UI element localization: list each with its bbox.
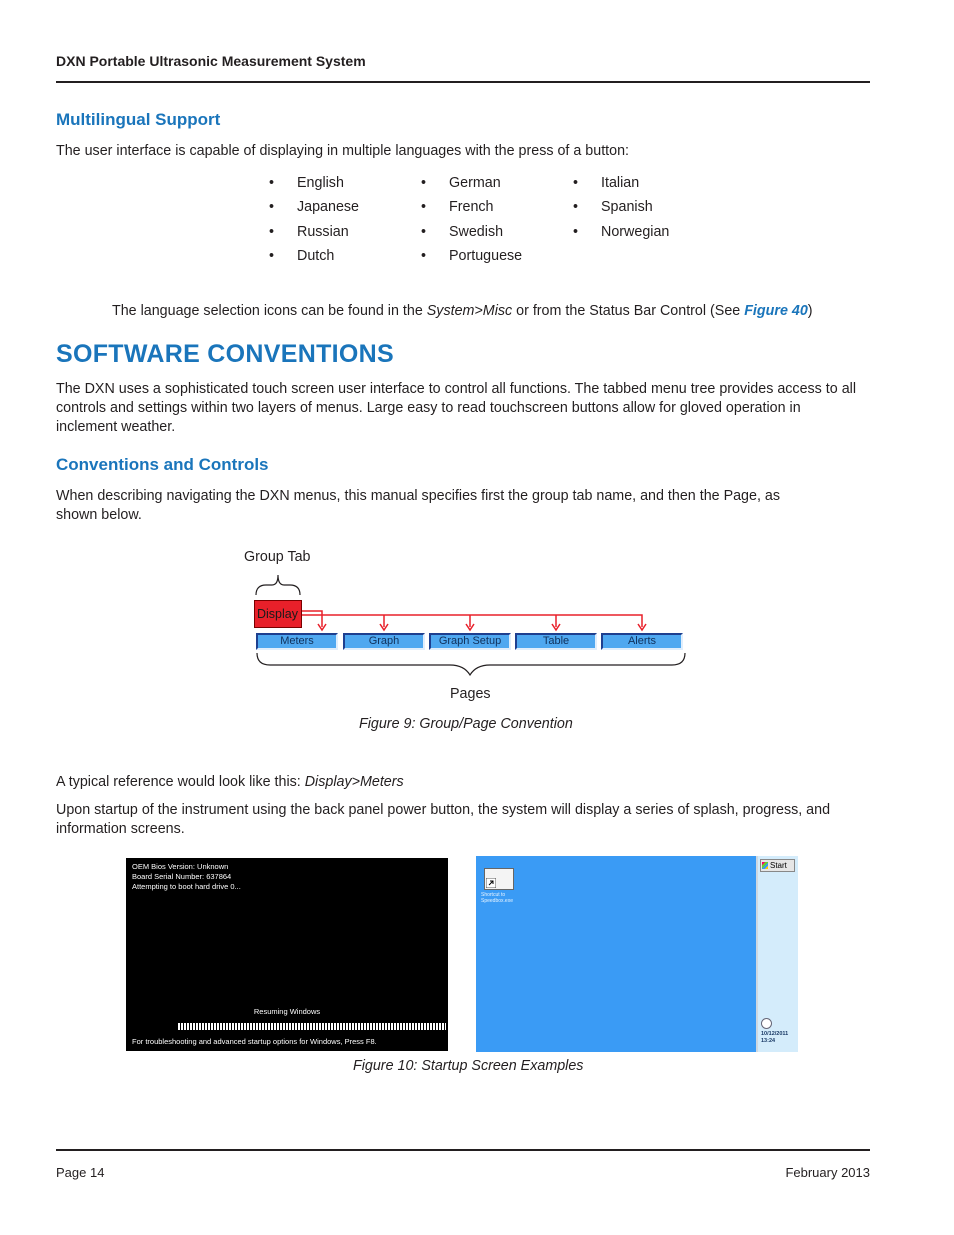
boot-status-text: Resuming Windows: [253, 1007, 321, 1016]
conventions-heading: Conventions and Controls: [56, 455, 269, 474]
group-tab-brace: [256, 575, 300, 595]
software-conventions-heading: SOFTWARE CONVENTIONS: [56, 340, 394, 368]
page-tab-graph: Graph: [343, 633, 425, 650]
header-rule: [56, 81, 870, 83]
vertical-taskbar: [756, 856, 798, 1052]
page-tab-table: Table: [515, 633, 597, 650]
pages-label: Pages: [450, 686, 491, 702]
group-tab-display: Display: [254, 600, 302, 628]
page-number: Page 14: [56, 1165, 105, 1180]
start-button[interactable]: Start: [760, 859, 795, 872]
footer-rule: [56, 1149, 870, 1151]
pages-brace: [257, 653, 685, 675]
page-tab-meters: Meters: [256, 633, 338, 650]
multilingual-intro: The user interface is capable of displaying in multiple languages with the press of a button:: [56, 143, 630, 159]
group-page-diagram: [240, 565, 700, 695]
figure-40-link[interactable]: Figure 40: [744, 303, 808, 319]
boot-line-bios: OEM Bios Version: Unknown: [132, 862, 229, 871]
figure-10-caption: Figure 10: Startup Screen Examples: [353, 1058, 584, 1074]
figure-9-caption: Figure 9: Group/Page Convention: [359, 716, 573, 732]
clock-icon: [761, 1018, 772, 1029]
taskbar-clock: 10/12/2011 13:24: [761, 1031, 789, 1044]
running-header: DXN Portable Ultrasonic Measurement System: [56, 53, 366, 69]
arrow-connectors: [302, 611, 642, 627]
startup-body: Upon startup of the instrument using the back panel power button, the system will display a series of splash, progress, and information screens.: [56, 802, 831, 837]
group-tab-label: Group Tab: [244, 549, 311, 565]
conventions-body: When describing navigating the DXN menus, this manual specifies first the group tab name, and then the Page, as shown below.: [56, 488, 780, 523]
language-selection-note: The language selection icons can be found in the System>Misc or from the Status Bar Control (See Figure 40): [112, 303, 813, 319]
software-conventions-body: The DXN uses a sophisticated touch screen user interface to control all functions. The tabbed menu tree provides access to all controls and settings within two layers of menus. Large easy to read touchscreen buttons allow for gloved operation in inclement weather.: [56, 381, 856, 435]
multilingual-heading: Multilingual Support: [56, 110, 221, 129]
boot-footer-text: For troubleshooting and advanced startup options for Windows, Press F8.: [132, 1037, 377, 1046]
desktop-screen-screenshot: [476, 856, 798, 1052]
shortcut-arrow-icon: [486, 878, 496, 888]
boot-screen-screenshot: [126, 858, 448, 1051]
page-tab-graph-setup: Graph Setup: [429, 633, 511, 650]
windows-flag-icon: [762, 862, 768, 869]
boot-line-serial: Board Serial Number: 637864: [132, 872, 232, 881]
shortcut-icon[interactable]: [484, 868, 514, 890]
boot-line-attempt: Attempting to boot hard drive 0...: [132, 882, 241, 891]
reference-example: A typical reference would look like this: Display>Meters: [56, 774, 404, 790]
boot-progress-bar: [178, 1023, 446, 1030]
footer-date: February 2013: [785, 1165, 870, 1180]
shortcut-label: Shortcut to Speedbox.exe: [481, 892, 513, 904]
page-tab-alerts: Alerts: [601, 633, 683, 650]
